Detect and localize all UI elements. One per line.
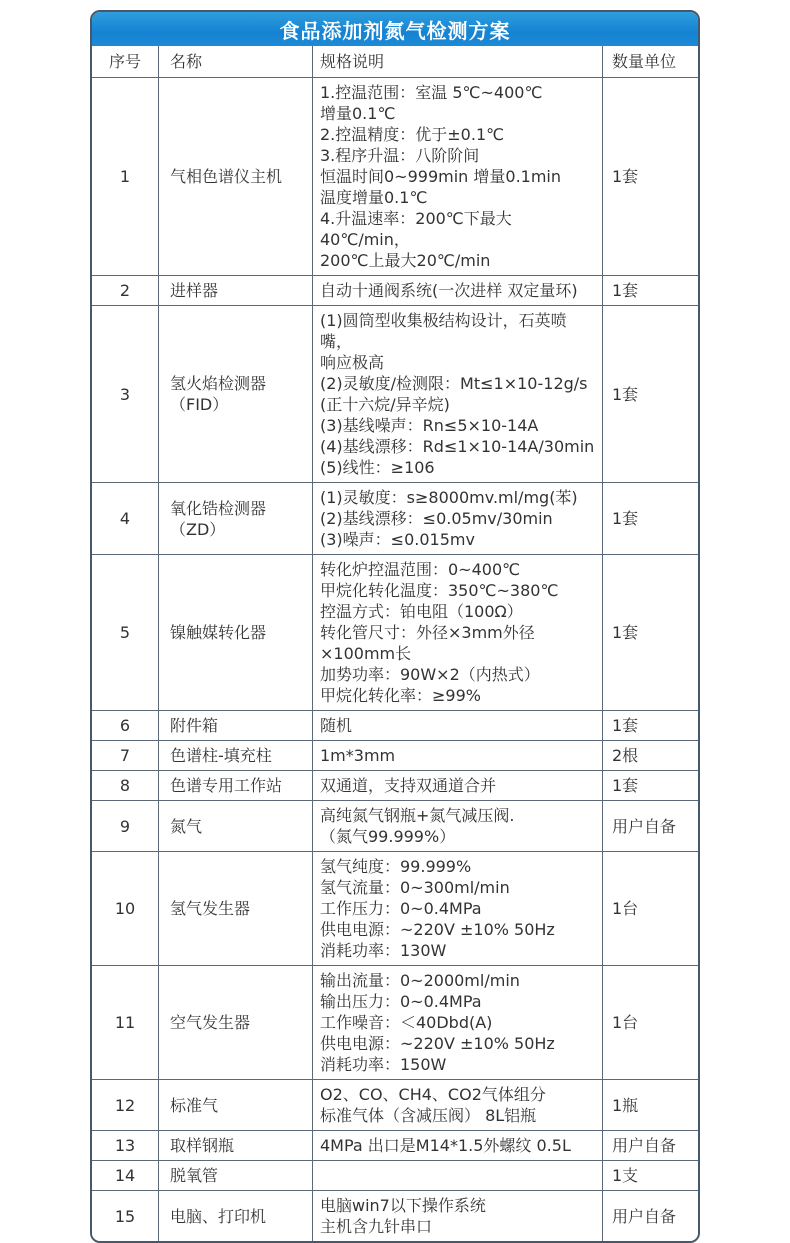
cell-qty: 1套 bbox=[602, 711, 698, 740]
header-cell-no: 序号 bbox=[108, 52, 141, 71]
cell-spec bbox=[312, 852, 602, 965]
spec-line: 输出流量：0~2000ml/min bbox=[320, 971, 520, 990]
cell-name: 空气发生器 bbox=[158, 966, 312, 1079]
cell-spec bbox=[312, 483, 602, 554]
cell-name: 氢火焰检测器（FID） bbox=[158, 306, 312, 482]
spec-line: 甲烷化转化率：≥99% bbox=[320, 686, 481, 705]
spec-line: （氮气99.999%） bbox=[320, 827, 456, 846]
spec-line: 2.控温精度：优于±0.1℃ bbox=[320, 125, 505, 144]
cell-name: 色谱柱-填充柱 bbox=[158, 741, 312, 770]
spec-line: 供电电源：~220V ±10% 50Hz bbox=[320, 1034, 555, 1053]
spec-line: 响应极高 bbox=[320, 353, 385, 372]
cell-no: 3 bbox=[119, 384, 131, 404]
spec-line: 电脑win7以下操作系统 bbox=[320, 1196, 486, 1215]
table-row bbox=[92, 965, 698, 1079]
spec-line: 主机含九针串口 bbox=[320, 1217, 433, 1236]
spec-line: 1m*3mm bbox=[320, 746, 396, 765]
cell-qty: 2根 bbox=[602, 741, 698, 770]
table-row bbox=[92, 77, 698, 275]
spec-line: 随机 bbox=[320, 716, 353, 735]
cell-name: 脱氧管 bbox=[158, 1161, 312, 1190]
table-title-bar bbox=[92, 12, 698, 46]
spec-line: 恒温时间0~999min 增量0.1min bbox=[320, 167, 562, 186]
spec-line: 3.程序升温：八阶阶间 bbox=[320, 146, 480, 165]
table-row bbox=[92, 1190, 698, 1241]
cell-qty: 用户自备 bbox=[602, 801, 698, 851]
spec-line: (正十六烷/异辛烷) bbox=[320, 395, 450, 414]
cell-qty: 1台 bbox=[602, 852, 698, 965]
cell-spec bbox=[312, 801, 602, 851]
cell-no: 4 bbox=[119, 509, 131, 528]
spec-line: 氢气流量：0~300ml/min bbox=[320, 878, 510, 897]
spec-line: 增量0.1℃ bbox=[320, 104, 396, 123]
spec-line: 转化管尺寸：外径×3mm外径×100mm长 bbox=[320, 623, 535, 663]
table-row bbox=[92, 740, 698, 770]
cell-no: 9 bbox=[119, 816, 131, 836]
spec-line: (3)基线噪声：Rn≤5×10-14A bbox=[320, 416, 539, 435]
cell-spec bbox=[312, 555, 602, 710]
cell-name: 标准气 bbox=[158, 1080, 312, 1130]
spec-line: (1)灵敏度：s≥8000mv.ml/mg(苯) bbox=[320, 488, 578, 507]
cell-no: 11 bbox=[114, 1013, 136, 1032]
table-header-row bbox=[92, 46, 698, 77]
cell-spec bbox=[312, 1131, 602, 1160]
cell-spec bbox=[312, 306, 602, 482]
cell-spec bbox=[312, 276, 602, 305]
cell-qty: 1套 bbox=[602, 483, 698, 554]
cell-no: 2 bbox=[119, 281, 131, 300]
cell-no: 5 bbox=[119, 623, 131, 642]
spec-line: 工作压力：0~0.4MPa bbox=[320, 899, 482, 918]
spec-line: 标准气体（含减压阀） 8L铝瓶 bbox=[320, 1106, 537, 1125]
spec-line: 1.控温范围：室温 5℃~400℃ bbox=[320, 83, 543, 102]
cell-spec bbox=[312, 966, 602, 1079]
table-row bbox=[92, 770, 698, 800]
cell-name: 氢气发生器 bbox=[158, 852, 312, 965]
cell-no: 15 bbox=[114, 1206, 136, 1226]
spec-line: 控温方式：铂电阻（100Ω） bbox=[320, 602, 523, 621]
cell-no: 1 bbox=[119, 167, 131, 186]
spec-line: 甲烷化转化温度：350℃~380℃ bbox=[320, 581, 559, 600]
table-row bbox=[92, 1160, 698, 1190]
cell-name: 氮气 bbox=[158, 801, 312, 851]
cell-no: 13 bbox=[114, 1136, 136, 1155]
spec-line: 氢气纯度：99.999% bbox=[320, 857, 472, 876]
cell-name: 附件箱 bbox=[158, 711, 312, 740]
cell-qty: 1套 bbox=[602, 78, 698, 275]
table-row bbox=[92, 1079, 698, 1130]
spec-line: 工作噪音：＜40Dbd(A) bbox=[320, 1013, 493, 1032]
spec-line: 温度增量0.1℃ bbox=[320, 188, 428, 207]
spec-line: O2、CO、CH4、CO2气体组分 bbox=[320, 1085, 546, 1104]
cell-spec bbox=[312, 1191, 602, 1241]
spec-line: 自动十通阀系统(一次进样 双定量环) bbox=[320, 281, 578, 300]
spec-line: 消耗功率：130W bbox=[320, 941, 447, 960]
table-row bbox=[92, 710, 698, 740]
cell-no: 6 bbox=[119, 716, 131, 735]
cell-spec bbox=[312, 741, 602, 770]
cell-spec bbox=[312, 1080, 602, 1130]
cell-spec bbox=[312, 771, 602, 800]
cell-qty: 用户自备 bbox=[602, 1131, 698, 1160]
table-row bbox=[92, 554, 698, 710]
cell-no: 8 bbox=[119, 776, 131, 795]
cell-name: 氧化锆检测器（ZD） bbox=[158, 483, 312, 554]
spec-line: 加势功率：90W×2（内热式） bbox=[320, 665, 540, 684]
table-row bbox=[92, 275, 698, 305]
cell-name: 电脑、打印机 bbox=[158, 1191, 312, 1241]
spec-line: 输出压力：0~0.4MPa bbox=[320, 992, 482, 1011]
cell-no: 12 bbox=[114, 1095, 136, 1115]
cell-name: 进样器 bbox=[158, 276, 312, 305]
spec-line: 4.升温速率：200℃下最大40℃/min， bbox=[320, 209, 512, 249]
cell-name: 气相色谱仪主机 bbox=[158, 78, 312, 275]
cell-name: 镍触媒转化器 bbox=[158, 555, 312, 710]
spec-line: (3)噪声：≤0.015mv bbox=[320, 530, 475, 549]
cell-qty: 用户自备 bbox=[602, 1191, 698, 1241]
spec-line: (4)基线漂移：Rd≤1×10-14A/30min bbox=[320, 437, 595, 456]
cell-name: 色谱专用工作站 bbox=[158, 771, 312, 800]
table-row bbox=[92, 305, 698, 482]
spec-line: (2)灵敏度/检测限：Mt≤1×10-12g/s bbox=[320, 374, 588, 393]
spec-line: 4MPa 出口是M14*1.5外螺纹 0.5L bbox=[320, 1136, 571, 1155]
spec-line: 高纯氮气钢瓶+氮气减压阀. bbox=[320, 806, 515, 825]
cell-name: 取样钢瓶 bbox=[158, 1131, 312, 1160]
cell-qty: 1套 bbox=[602, 276, 698, 305]
spec-line: (5)线性：≥106 bbox=[320, 458, 435, 477]
spec-line: 消耗功率：150W bbox=[320, 1055, 447, 1074]
spec-line: 200℃上最大20℃/min bbox=[320, 251, 491, 270]
cell-no: 7 bbox=[119, 746, 131, 765]
cell-qty: 1瓶 bbox=[602, 1080, 698, 1130]
spec-line: (1)圆筒型收集极结构设计，石英喷嘴， bbox=[320, 311, 567, 351]
cell-qty: 1套 bbox=[602, 771, 698, 800]
cell-spec bbox=[312, 78, 602, 275]
table-title: 食品添加剂氮气检测方案 bbox=[279, 18, 511, 43]
table-row bbox=[92, 482, 698, 554]
header-cell-qty: 数量单位 bbox=[602, 46, 698, 77]
header-cell-name: 名称 bbox=[158, 46, 312, 77]
spec-line: 供电电源：~220V ±10% 50Hz bbox=[320, 920, 555, 939]
cell-no: 10 bbox=[114, 899, 136, 918]
table-body bbox=[92, 77, 698, 1241]
table-row bbox=[92, 1130, 698, 1160]
cell-spec bbox=[312, 711, 602, 740]
cell-qty: 1套 bbox=[602, 555, 698, 710]
cell-spec bbox=[312, 1161, 602, 1190]
spec-line: 双通道，支持双通道合并 bbox=[320, 776, 497, 795]
spec-line: 转化炉控温范围：0~400℃ bbox=[320, 560, 521, 579]
table-row bbox=[92, 800, 698, 851]
spec-line: (2)基线漂移：≤0.05mv/30min bbox=[320, 509, 553, 528]
spec-table bbox=[90, 10, 700, 1243]
cell-qty: 1支 bbox=[602, 1161, 698, 1190]
header-cell-spec: 规格说明 bbox=[312, 46, 602, 77]
table-row bbox=[92, 851, 698, 965]
cell-no: 14 bbox=[114, 1166, 136, 1185]
cell-qty: 1套 bbox=[602, 306, 698, 482]
cell-qty: 1台 bbox=[602, 966, 698, 1079]
